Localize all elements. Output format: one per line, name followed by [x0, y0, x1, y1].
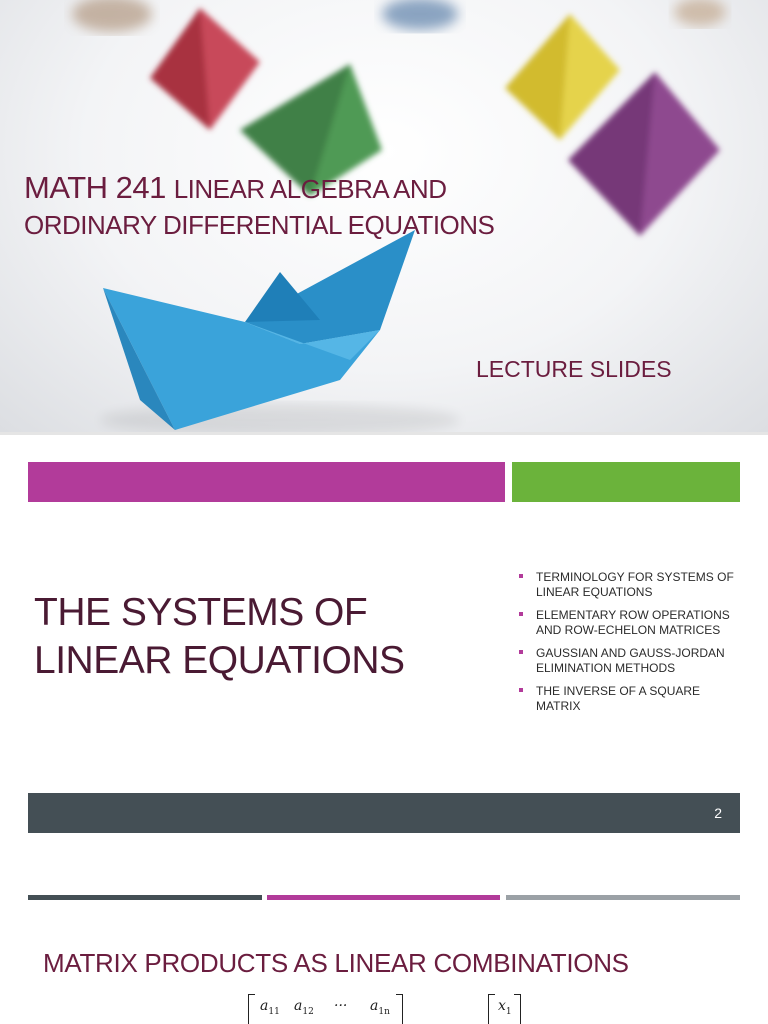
- title-rest: LINEAR ALGEBRA AND: [173, 174, 447, 204]
- list-item-text: GAUSSIAN AND GAUSS-JORDAN ELIMINATION METHODS: [536, 646, 725, 675]
- list-item-text: ELEMENTARY ROW OPERATIONS AND ROW-ECHELON MATRICES: [536, 608, 730, 637]
- content-slide-title: MATRIX PRODUCTS AS LINEAR COMBINATIONS: [43, 948, 629, 978]
- list-item: [518, 608, 744, 638]
- title-slide-heading: [24, 170, 624, 243]
- section-title-line-2: LINEAR EQUATIONS: [34, 639, 405, 682]
- matrix-entry: $a_{1n}$: [370, 998, 390, 1017]
- matrix-entry: $a_{12}$: [294, 998, 314, 1017]
- content-slide: [0, 870, 768, 1024]
- matrix-right-bracket: [396, 994, 403, 1024]
- vector-entry: $x_1$: [498, 998, 512, 1017]
- title-slide: [0, 0, 768, 432]
- title-line-2: ORDINARY DIFFERENTIAL EQUATIONS: [24, 210, 495, 240]
- topic-list: [518, 570, 744, 722]
- matrix-entry: $a_{11}$: [260, 998, 280, 1017]
- lecture-slides-subtitle: LECTURE SLIDES: [476, 356, 672, 382]
- list-item: [518, 570, 744, 600]
- slide-divider: [0, 432, 768, 435]
- slide-footer-bar: [28, 793, 740, 833]
- slide-number: 2: [714, 805, 722, 821]
- bullet-square-icon: [519, 650, 523, 654]
- matrix-ellipsis: ···: [334, 998, 348, 1014]
- magenta-accent-line: [267, 895, 500, 900]
- bullet-square-icon: [519, 574, 523, 578]
- course-code: MATH 241: [24, 170, 166, 205]
- section-title: [34, 589, 474, 685]
- gray-accent-line: [506, 895, 740, 900]
- section-title-line-1: THE SYSTEMS OF: [34, 591, 368, 634]
- vector-right-bracket: [514, 994, 521, 1024]
- green-accent-bar: [512, 462, 740, 502]
- blue-boat-icon: [100, 230, 460, 432]
- list-item-text: TERMINOLOGY FOR SYSTEMS OF LINEAR EQUATIONS: [536, 570, 734, 599]
- magenta-accent-bar: [28, 462, 505, 502]
- slate-accent-line: [28, 895, 262, 900]
- bullet-square-icon: [519, 612, 523, 616]
- list-item: [518, 646, 744, 676]
- matrix-left-bracket: [248, 994, 255, 1024]
- section-slide: [0, 436, 768, 868]
- list-item-text: THE INVERSE OF A SQUARE MATRIX: [536, 684, 701, 713]
- list-item: [518, 684, 744, 714]
- vector-left-bracket: [488, 994, 495, 1024]
- bullet-square-icon: [519, 688, 523, 692]
